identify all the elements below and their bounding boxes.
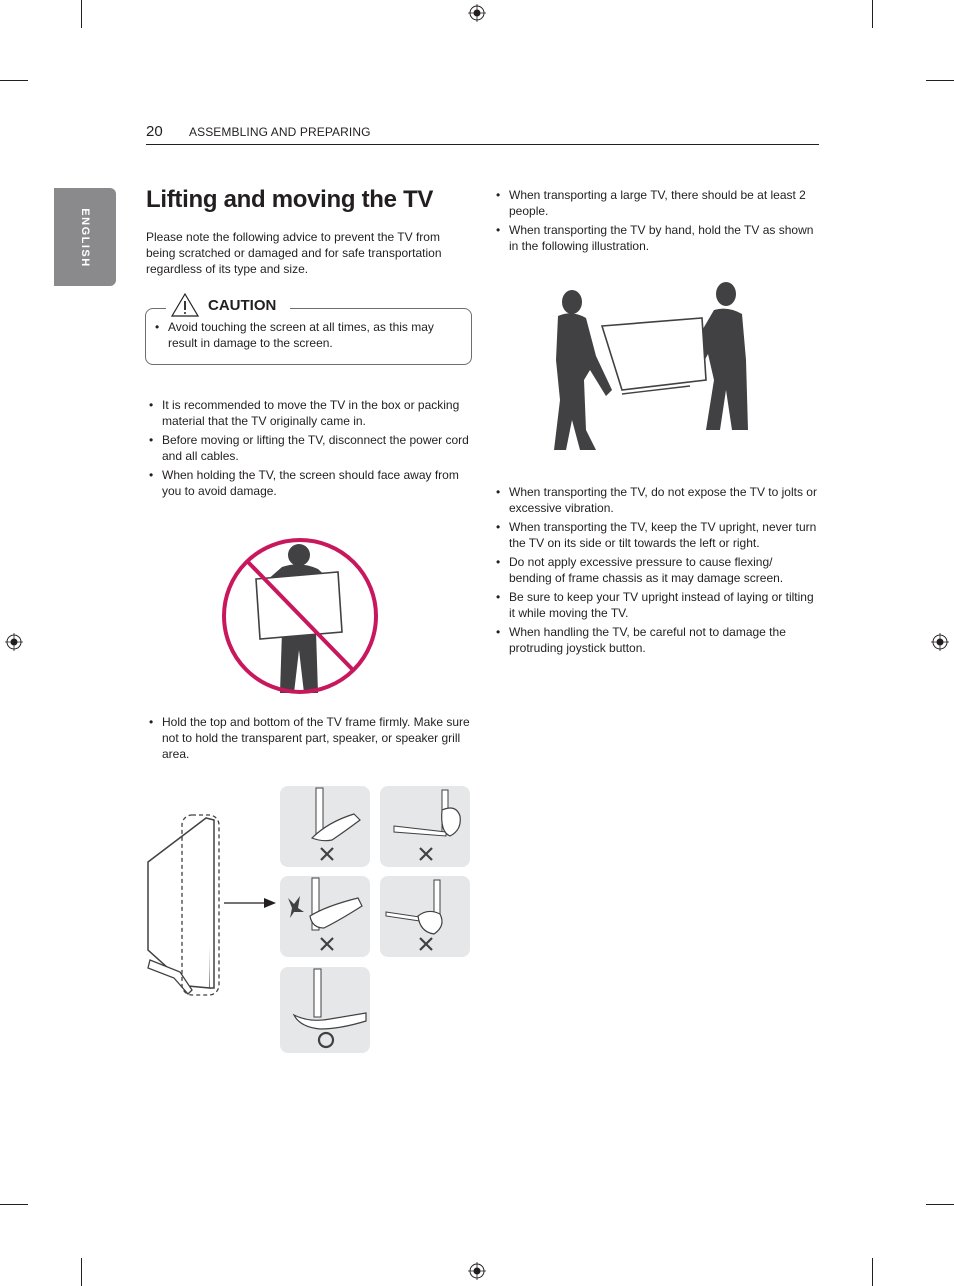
tv-side-illustration	[140, 810, 280, 1000]
warning-icon	[170, 292, 200, 318]
caution-header	[166, 292, 290, 318]
crop-mark	[0, 80, 28, 81]
header-divider	[146, 144, 819, 145]
section-title: ASSEMBLING AND PREPARING	[189, 125, 371, 139]
caution-list	[152, 319, 457, 354]
list-item: • When transporting the TV, do not expose the TV to jolts or excessive vibration.	[493, 484, 818, 516]
hold-panel	[280, 786, 370, 867]
caution-item: • Avoid touching the screen at all times, as this may result in damage to the screen.	[152, 319, 457, 351]
correct-mark-icon	[319, 1033, 333, 1047]
crop-mark	[926, 80, 954, 81]
registration-mark-icon	[5, 633, 23, 651]
crop-mark	[872, 1258, 873, 1286]
hold-panel	[380, 876, 470, 957]
moving-advice-list	[146, 397, 471, 502]
registration-mark-icon	[468, 1262, 486, 1280]
two-person-carry-illustration	[550, 280, 750, 452]
intro-paragraph: Please note the following advice to prevent the TV from being scratched or damaged and for safe transportation regardless of its type and size.	[146, 230, 442, 276]
language-tab	[54, 188, 116, 286]
list-item: • When transporting a large TV, there should be at least 2 people.	[493, 187, 818, 219]
crop-mark	[81, 0, 82, 28]
list-item: • When handling the TV, be careful not to damage the protruding joystick button.	[493, 624, 818, 656]
list-item: • Before moving or lifting the TV, disconnect the power cord and all cables.	[146, 432, 471, 464]
hold-panel	[280, 876, 370, 957]
wrong-mark-icon	[420, 938, 432, 950]
wrong-mark-icon	[321, 848, 333, 860]
list-item: • It is recommended to move the TV in the box or packing material that the TV originally came in.	[146, 397, 471, 429]
hold-panel	[280, 967, 370, 1053]
list-item: • Do not apply excessive pressure to cause flexing/ bending of frame chassis as it may damage screen.	[493, 554, 818, 586]
wrong-mark-icon	[420, 848, 432, 860]
list-item: • When transporting the TV, keep the TV upright, never turn the TV on its side or tilt towards the left or right.	[493, 519, 818, 551]
crop-mark	[81, 1258, 82, 1286]
page-heading: Lifting and moving the TV	[146, 186, 434, 213]
crop-mark	[872, 0, 873, 28]
transport-precautions-list	[493, 484, 818, 659]
transport-advice-list	[493, 187, 818, 257]
caution-title: CAUTION	[208, 296, 277, 314]
list-item: • Be sure to keep your TV upright instead of laying or tilting it while moving the TV.	[493, 589, 818, 621]
crop-mark	[926, 1204, 954, 1205]
wrong-mark-icon	[321, 938, 333, 950]
list-item: • Hold the top and bottom of the TV frame firmly. Make sure not to hold the transparent part, speaker, or speaker grill area.	[146, 714, 471, 762]
crop-mark	[0, 1204, 28, 1205]
hold-panel	[380, 786, 470, 867]
list-item: • When transporting the TV by hand, hold the TV as shown in the following illustration.	[493, 222, 818, 254]
hold-advice-list	[146, 714, 471, 765]
registration-mark-icon	[931, 633, 949, 651]
page-number: 20	[146, 123, 163, 140]
registration-mark-icon	[468, 4, 486, 22]
language-tab-label: ENGLISH	[79, 208, 91, 268]
list-item: • When holding the TV, the screen should face away from you to avoid damage.	[146, 467, 471, 499]
wrong-hold-illustration	[220, 535, 380, 697]
